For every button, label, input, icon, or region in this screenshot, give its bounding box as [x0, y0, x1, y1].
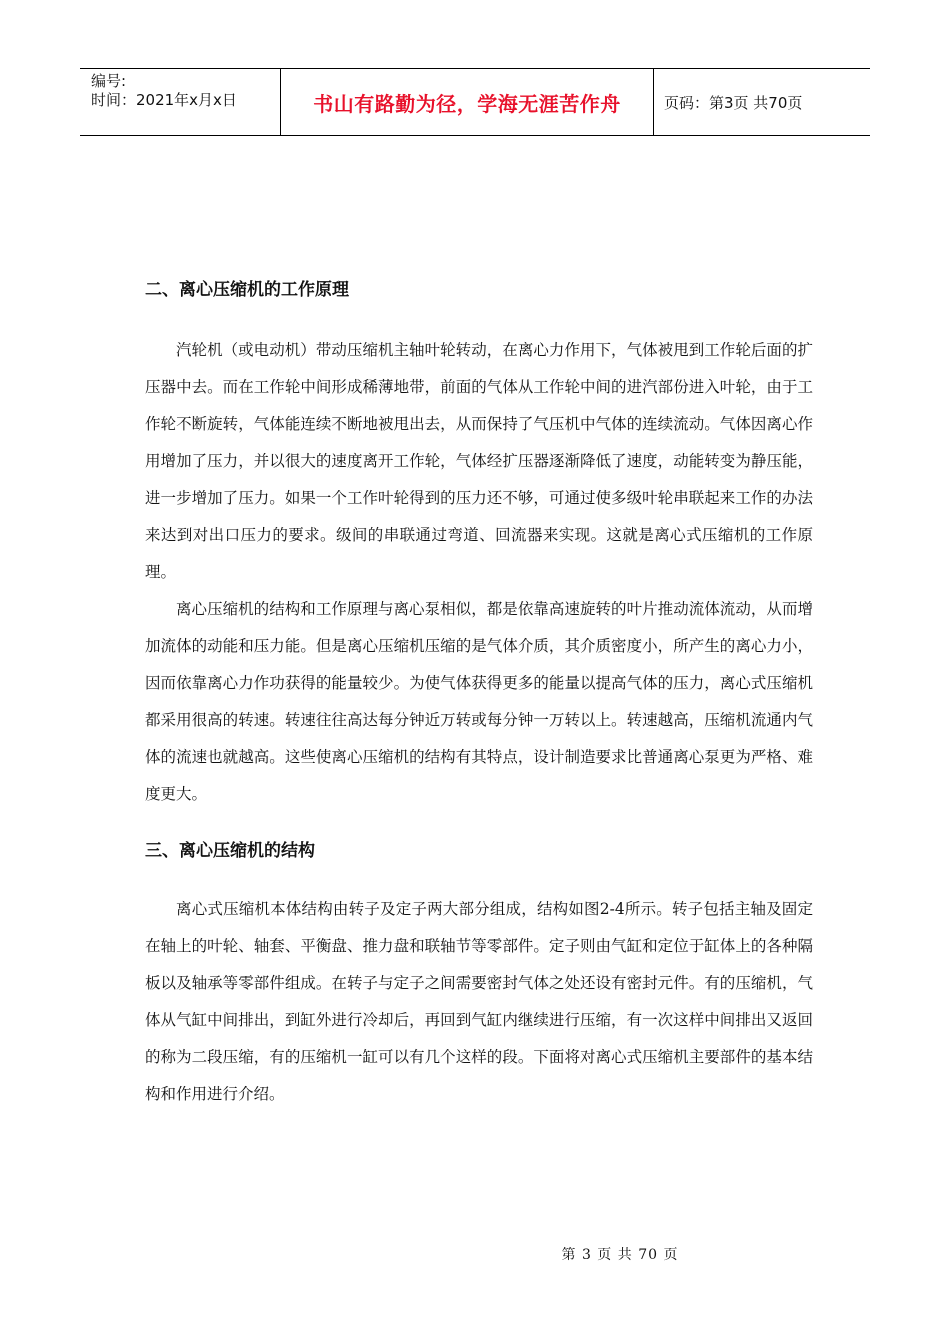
document-number-label: 编号:	[91, 72, 127, 90]
paragraph: 离心式压缩机本体结构由转子及定子两大部分组成，结构如图2-4所示。转子包括主轴及固定在轴上的叶轮、轴套、平衡盘、推力盘和联轴节等零部件。定子则由气缸和定位于缸体上的各种隔板以及轴承等零部件组成。在转子与定子之间需要密封气体之处还设有密封元件。有的压缩机，气体从气缸中间排出，到缸外进行冷却后，再回到气缸内继续进行压缩，有一次这样中间排出又返回的称为二段压缩，有的压缩机一缸可以有几个这样的段。下面将对离心式压缩机主要部件的基本结构和作用进行介绍。	[145, 900, 813, 1103]
page-header	[80, 68, 870, 136]
document-body	[145, 270, 813, 1113]
header-page-info: 页码：第3页 共70页	[664, 93, 803, 112]
document-time-label: 时间：2021年x月x日	[91, 91, 237, 109]
header-meta-cell	[80, 69, 281, 135]
page-footer: 第 3 页 共 70 页	[561, 1247, 679, 1263]
header-page-cell	[654, 69, 870, 135]
section-heading-structure: 三、离心压缩机的结构	[145, 841, 315, 861]
paragraph: 汽轮机（或电动机）带动压缩机主轴叶轮转动，在离心力作用下，气体被甩到工作轮后面的扩压器中去。而在工作轮中间形成稀薄地带，前面的气体从工作轮中间的进汽部份进入叶轮，由于工作轮不断旋转，气体能连续不断地被甩出去，从而保持了气压机中气体的连续流动。气体因离心作用增加了压力，并以很大的速度离开工作轮，气体经扩压器逐渐降低了速度，动能转变为静压能，进一步增加了压力。如果一个工作叶轮得到的压力还不够，可通过使多级叶轮串联起来工作的办法来达到对出口压力的要求。级间的串联通过弯道、回流器来实现。这就是离心式压缩机的工作原理。	[145, 341, 813, 581]
header-motto: 书山有路勤为径，学海无涯苦作舟	[313, 91, 621, 116]
paragraph: 离心压缩机的结构和工作原理与离心泵相似，都是依靠高速旋转的叶片推动流体流动，从而增加流体的动能和压力能。但是离心压缩机压缩的是气体介质，其介质密度小，所产生的离心力小，因而依靠离心力作功获得的能量较少。为使气体获得更多的能量以提高气体的压力，离心式压缩机都采用很高的转速。转速往往高达每分钟近万转或每分钟一万转以上。转速越高，压缩机流通内气体的流速也就越高。这些使离心压缩机的结构有其特点，设计制造要求比普通离心泵更为严格、难度更大。	[145, 600, 813, 803]
section-heading-principle: 二、离心压缩机的工作原理	[145, 280, 349, 300]
header-motto-cell	[281, 69, 654, 135]
